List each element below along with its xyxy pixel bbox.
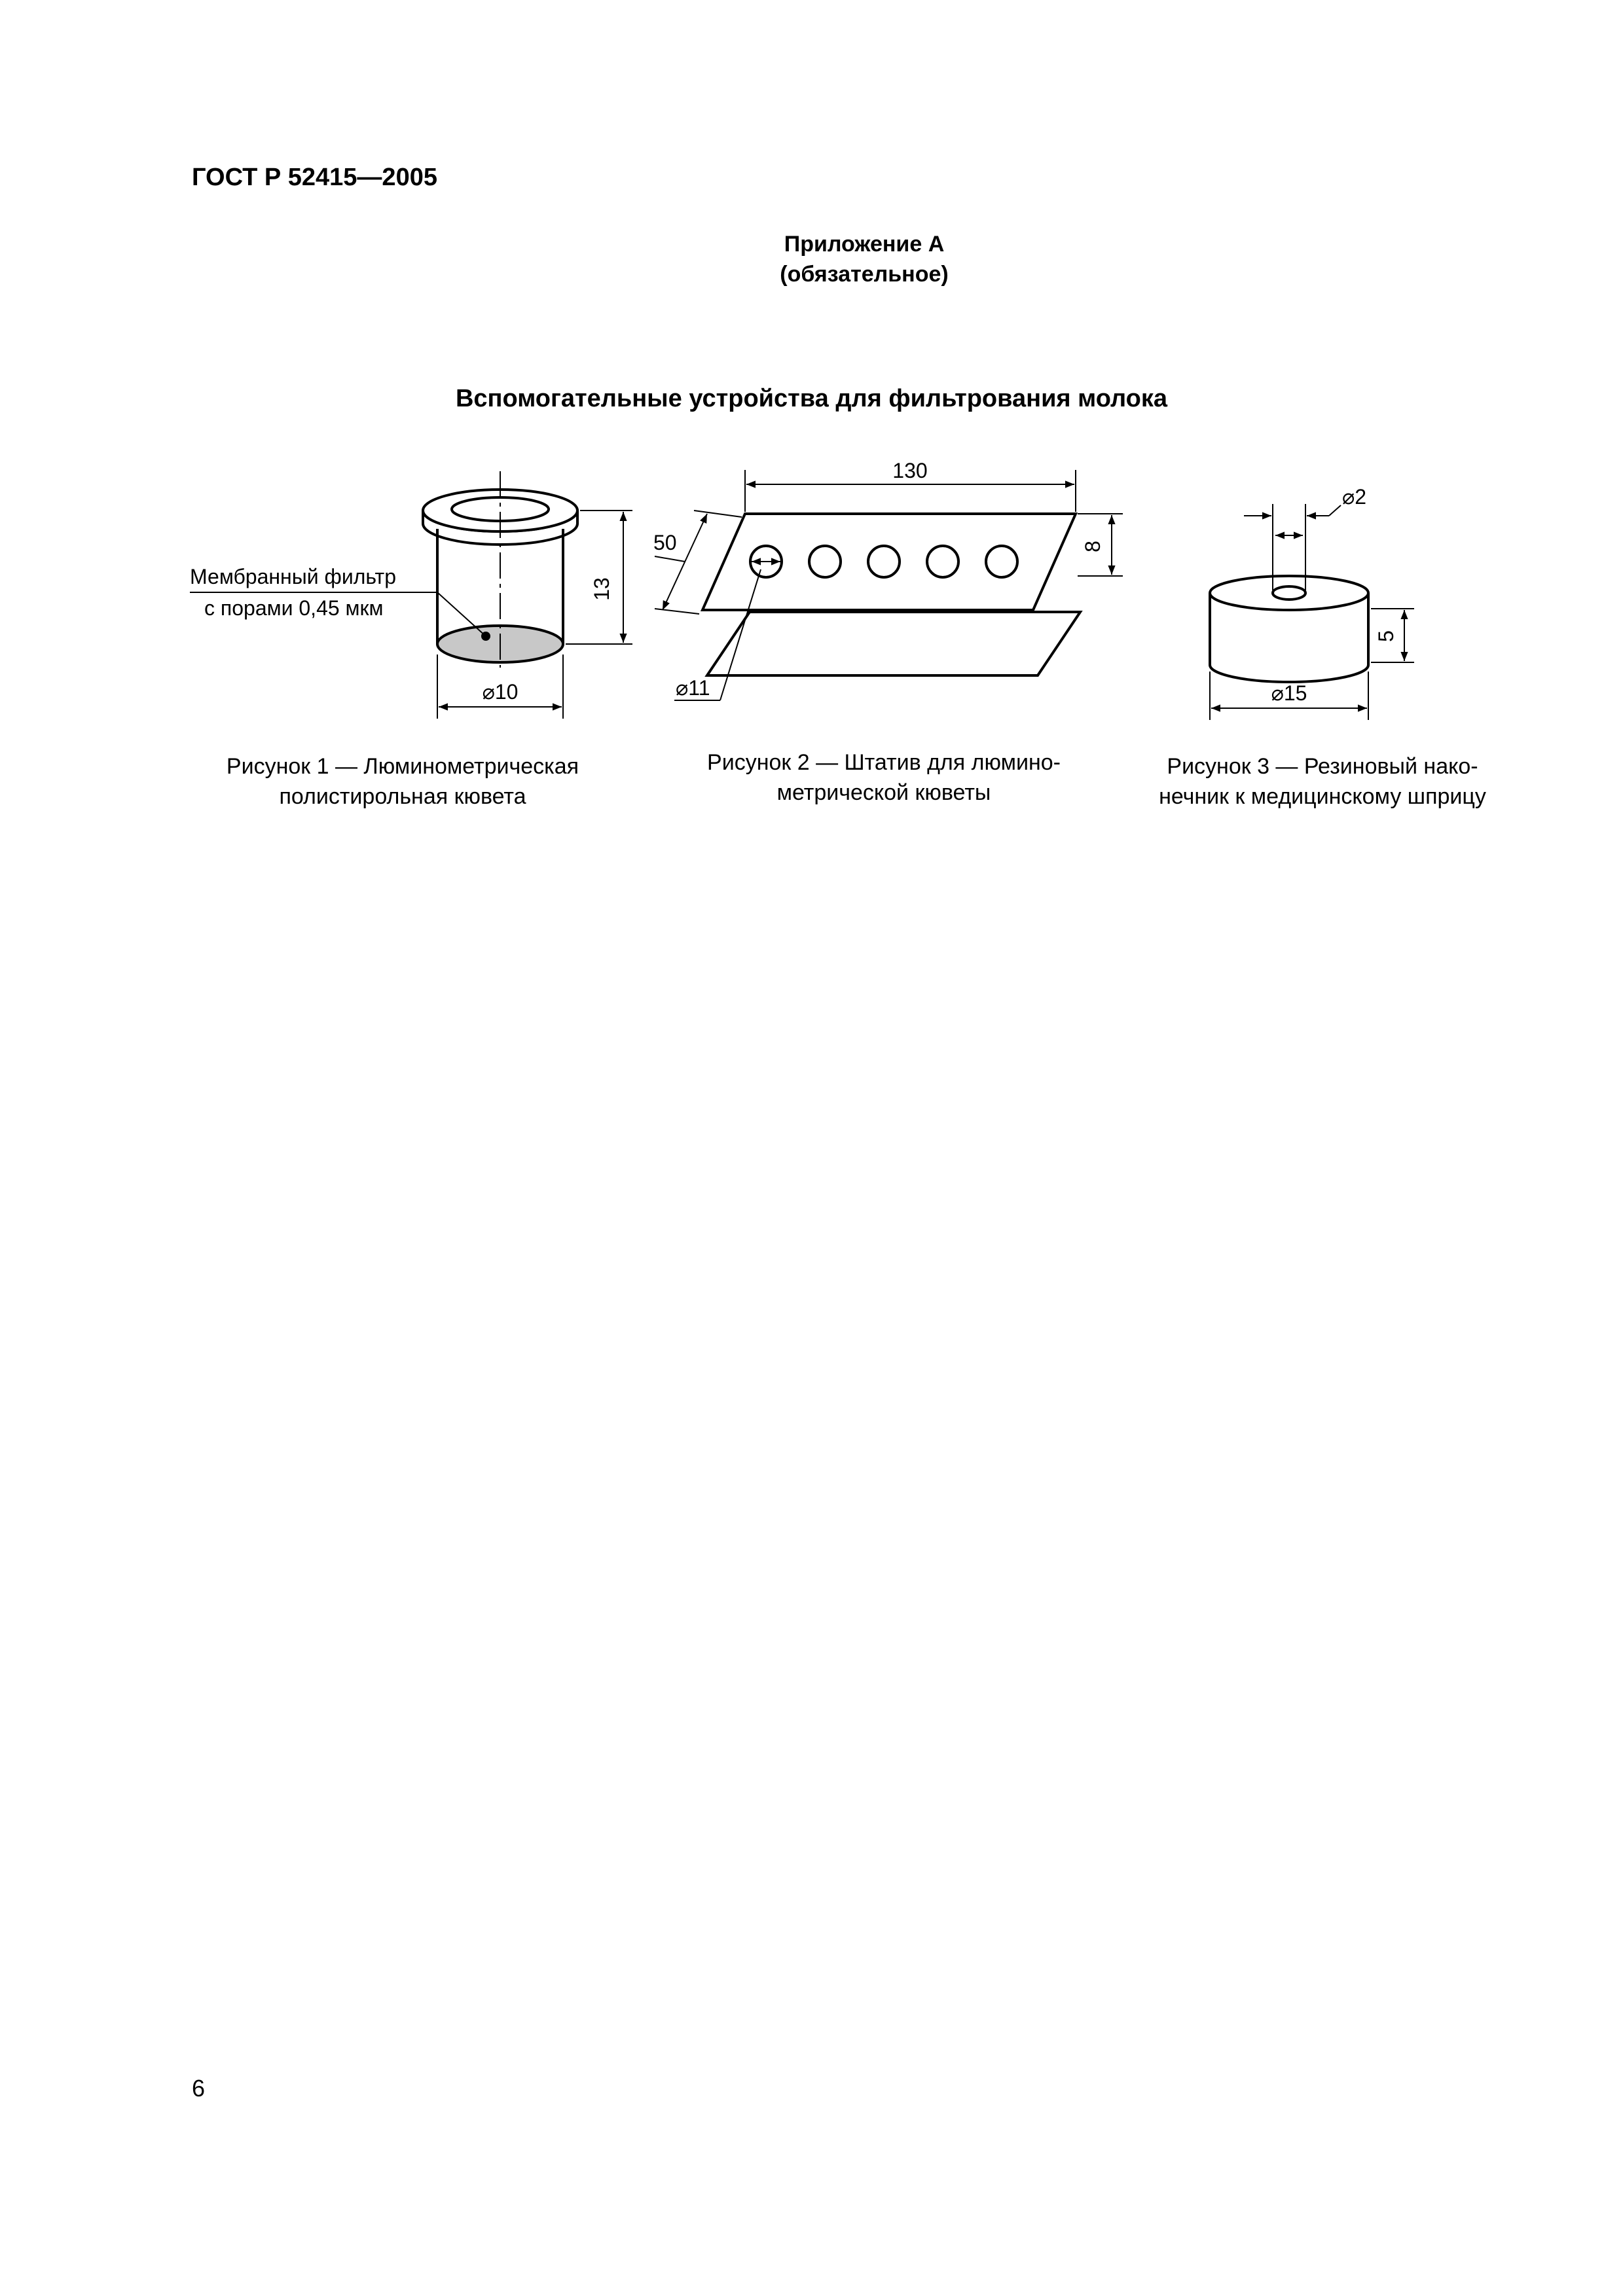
figure1-dim-height: 13 — [590, 577, 613, 601]
figure2-caption-line1: Рисунок 2 — Штатив для люмино- — [707, 750, 1061, 775]
section-title: Вспомогательные устройства для фильтрования молока — [455, 385, 1168, 412]
figure3-caption-line1: Рисунок 3 — Резиновый нако- — [1167, 754, 1478, 779]
figure2-dim-thickness: 8 — [1081, 541, 1104, 552]
figure3-dim-height: 5 — [1374, 630, 1398, 642]
figure2-dim-width: 50 — [653, 531, 677, 554]
figure2-dim-length: 130 — [892, 459, 928, 482]
figure1-label-line1: Мембранный фильтр — [190, 565, 396, 588]
figure1-caption-line2: полистирольная кювета — [279, 784, 526, 809]
figure1-caption — [196, 751, 609, 812]
figure3-dim-hole: ⌀2 — [1342, 485, 1367, 509]
page-number: 6 — [192, 2075, 206, 2102]
figure2-caption — [674, 747, 1093, 808]
figure1-label-line2: с порами 0,45 мкм — [204, 596, 384, 620]
figure1-cuvette — [190, 471, 632, 719]
figures-drawing — [0, 0, 1623, 851]
figure2-dim-hole: ⌀11 — [676, 676, 710, 700]
document-id: ГОСТ Р 52415—2005 — [192, 164, 437, 191]
figure3-caption-line2: нечник к медицинскому шприцу — [1159, 784, 1486, 809]
figure3-tip — [1210, 504, 1414, 720]
appendix-title: Приложение А — [784, 232, 945, 257]
tip-hole — [1273, 586, 1305, 600]
figure3-caption — [1126, 751, 1519, 812]
appendix-status: (обязательное) — [780, 262, 949, 287]
figure2-rack — [655, 470, 1123, 700]
figure3-dim-diameter: ⌀15 — [1271, 681, 1307, 705]
figure1-dim-diameter: ⌀10 — [482, 680, 519, 704]
figure2-caption-line2: метрической кюветы — [776, 780, 991, 805]
figure1-caption-line1: Рисунок 1 — Люминометрическая — [226, 754, 579, 779]
